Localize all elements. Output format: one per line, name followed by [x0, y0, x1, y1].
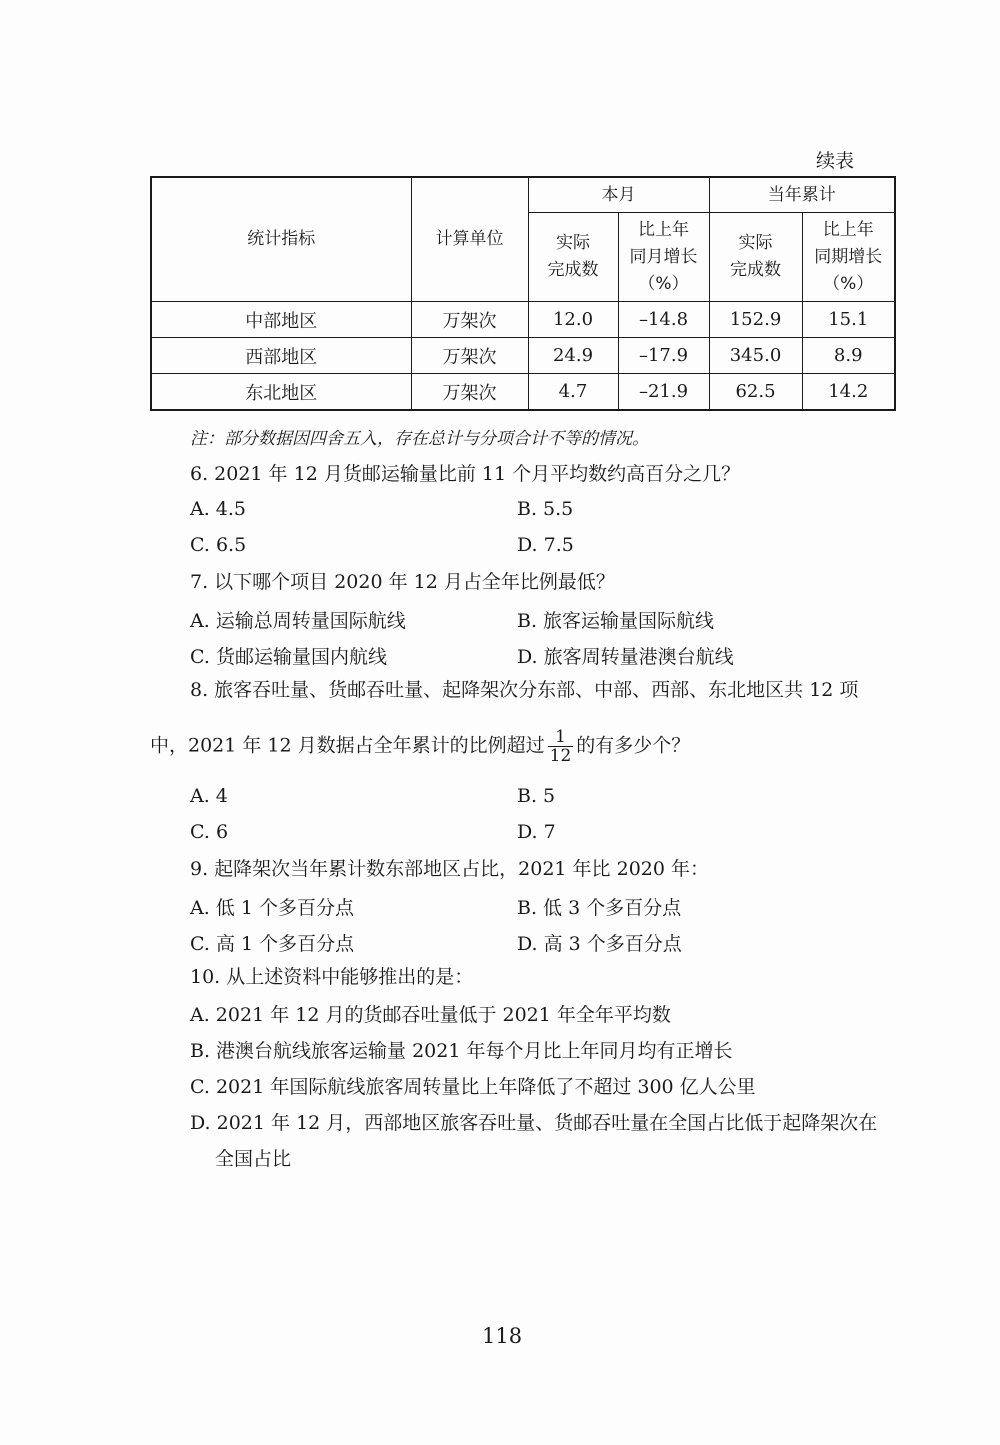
- header-month-growth: 比上年 同月增长 （%）: [618, 213, 709, 302]
- q8-option-c: C. 6: [190, 821, 229, 843]
- header-group-year: 当年累计: [709, 177, 895, 213]
- header-year-actual: 实际 完成数: [709, 213, 802, 302]
- question-9-text: 9. 起降架次当年累计数东部地区占比，2021 年比 2020 年：: [190, 858, 709, 880]
- row-year-actual: 345.0: [709, 338, 802, 374]
- q10-option-b: B. 港澳台航线旅客运输量 2021 年每个月比上年同月均有正增长: [190, 1040, 733, 1062]
- row-month-growth: –14.8: [618, 302, 709, 338]
- q6-option-d: D. 7.5: [517, 534, 574, 556]
- row-name: 东北地区: [151, 374, 411, 411]
- page-number: 118: [482, 1324, 523, 1348]
- q8-option-d: D. 7: [517, 821, 556, 843]
- header-group-month: 本月: [528, 177, 709, 213]
- row-unit: 万架次: [411, 338, 528, 374]
- q6-option-a: A. 4.5: [190, 498, 247, 520]
- fraction-one-twelfth: $\frac{1}{12}$: [549, 727, 572, 766]
- row-month-actual: 24.9: [528, 338, 618, 374]
- row-unit: 万架次: [411, 374, 528, 411]
- q10-option-a: A. 2021 年 12 月的货邮吞吐量低于 2021 年全年平均数: [190, 1004, 671, 1026]
- row-year-growth: 15.1: [802, 302, 895, 338]
- header-month-actual: 实际 完成数: [528, 213, 618, 302]
- q9-option-a: A. 低 1 个多百分点: [190, 897, 354, 919]
- q10-option-d-line2: 全国占比: [215, 1148, 292, 1170]
- row-unit: 万架次: [411, 302, 528, 338]
- question-6-text: 6. 2021 年 12 月货邮运输量比前 11 个月平均数约高百分之几？: [190, 463, 741, 485]
- q9-option-d: D. 高 3 个多百分点: [517, 933, 682, 955]
- row-month-actual: 12.0: [528, 302, 618, 338]
- q8-option-b: B. 5: [517, 785, 556, 807]
- row-year-actual: 152.9: [709, 302, 802, 338]
- row-year-growth: 14.2: [802, 374, 895, 411]
- q6-option-c: C. 6.5: [190, 534, 247, 556]
- question-10-text: 10. 从上述资料中能够推出的是：: [190, 966, 474, 988]
- q7-option-b: B. 旅客运输量国际航线: [517, 610, 715, 632]
- row-name: 中部地区: [151, 302, 411, 338]
- table-row: [151, 374, 895, 411]
- q7-option-d: D. 旅客周转量港澳台航线: [517, 646, 734, 668]
- q8-line2-pre: 中，2021 年 12 月数据占全年累计的比例超过: [150, 734, 545, 757]
- q9-option-c: C. 高 1 个多百分点: [190, 933, 355, 955]
- row-month-growth: –21.9: [618, 374, 709, 411]
- question-8-line1: 8. 旅客吞吐量、货邮吞吐量、起降架次分东部、中部、西部、东北地区共 12 项: [190, 679, 859, 701]
- statistics-table: [150, 176, 896, 411]
- question-7-text: 7. 以下哪个项目 2020 年 12 月占全年比例最低？: [190, 571, 615, 593]
- table-row: [151, 338, 895, 374]
- question-8-line2: [150, 728, 690, 765]
- q6-option-b: B. 5.5: [517, 498, 574, 520]
- row-month-actual: 4.7: [528, 374, 618, 411]
- header-unit: 计算单位: [411, 177, 528, 302]
- q7-option-c: C. 货邮运输量国内航线: [190, 646, 387, 668]
- q10-option-d-line1: D. 2021 年 12 月，西部地区旅客吞吐量、货邮吞吐量在全国占比低于起降架次在: [190, 1112, 878, 1134]
- q8-line2-post: 的有多少个？: [576, 734, 691, 757]
- row-year-actual: 62.5: [709, 374, 802, 411]
- q10-option-c: C. 2021 年国际航线旅客周转量比上年降低了不超过 300 亿人公里: [190, 1076, 756, 1098]
- table-row: [151, 302, 895, 338]
- table-note: 注：部分数据因四舍五入，存在总计与分项合计不等的情况。: [190, 429, 649, 449]
- header-indicator: 统计指标: [151, 177, 411, 302]
- q8-option-a: A. 4: [190, 785, 228, 807]
- header-year-growth: 比上年 同期增长 （%）: [802, 213, 895, 302]
- q7-option-a: A. 运输总周转量国际航线: [190, 610, 406, 632]
- q9-option-b: B. 低 3 个多百分点: [517, 897, 682, 919]
- row-year-growth: 8.9: [802, 338, 895, 374]
- continued-table-label: 续表: [816, 150, 855, 172]
- row-name: 西部地区: [151, 338, 411, 374]
- row-month-growth: –17.9: [618, 338, 709, 374]
